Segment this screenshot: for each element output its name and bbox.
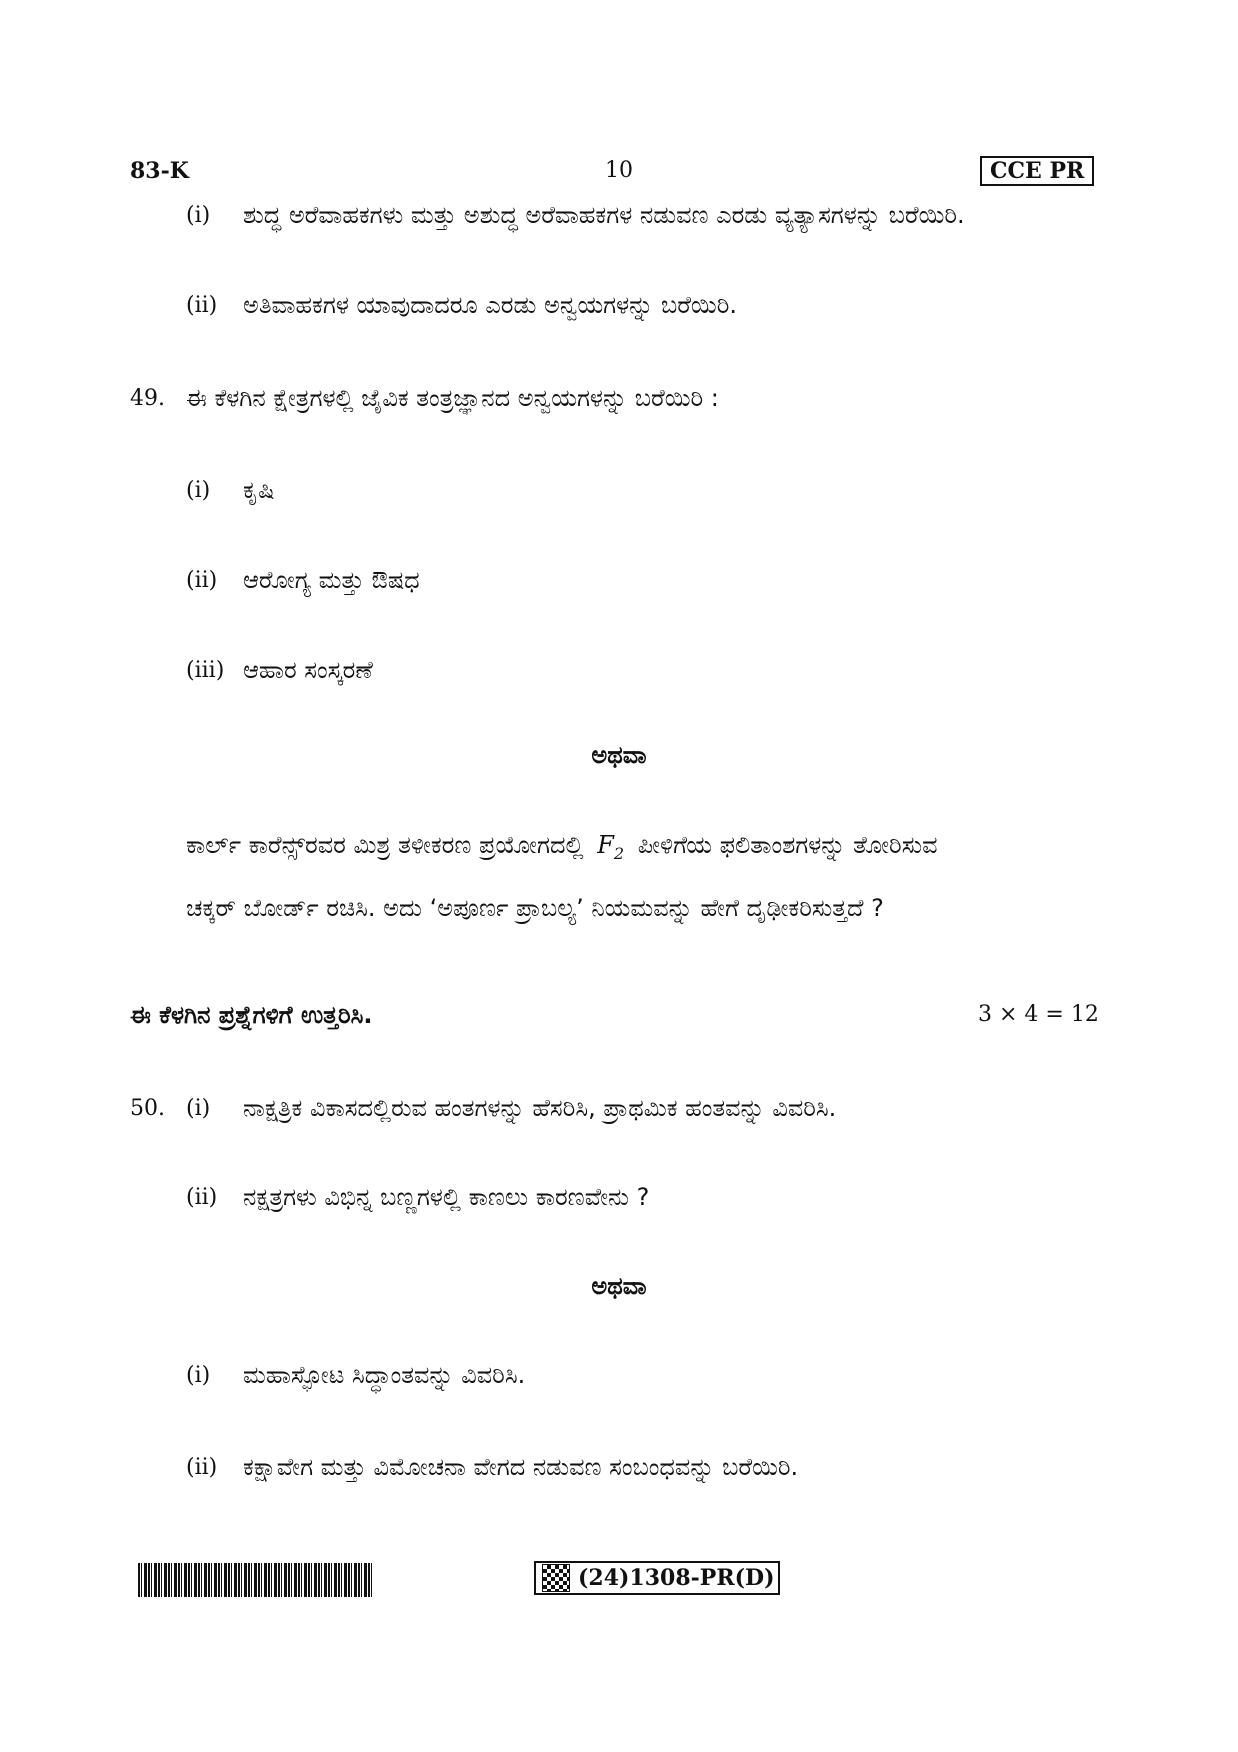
q49-number: 49. — [130, 386, 165, 411]
paper-code-right: CCE PR — [980, 156, 1094, 186]
paper-code-left: 83-K — [130, 158, 189, 184]
q50-alt-i-text: ಮಹಾಸ್ಫೋಟ ಸಿದ್ಧಾಂತವನ್ನು ವಿವರಿಸಿ. — [243, 1361, 526, 1389]
q48-i-text: ಶುದ್ಧ ಅರೆವಾಹಕಗಳು ಮತ್ತು ಅಶುದ್ಧ ಅರೆವಾಹಕಗಳ ನಡುವಣ ಎರಡು ವ್ಯತ್ಯಾಸಗಳನ್ನು ಬರೆಯಿರಿ. — [243, 201, 965, 229]
q49-iii-label: (iii) — [186, 658, 225, 683]
q50-ii-label: (ii) — [186, 1185, 218, 1210]
q49-ii-label: (ii) — [186, 568, 218, 593]
barcode-image — [138, 1563, 372, 1597]
q49-alt-line-1-start: ಕಾರ್ಲ್ ಕಾರೆನ್ಸ್‌ರವರ ಮಿಶ್ರ ತಳೀಕರಣ ಪ್ರಯೋಗದಲ್ಲಿ — [186, 831, 584, 859]
q50-alt-ii-text: ಕಕ್ಷಾವೇಗ ಮತ್ತು ವಿಮೋಚನಾ ವೇಗದ ನಡುವಣ ಸಂಬಂಧವನ್ನು ಬರೆಯಿರಿ. — [243, 1453, 799, 1481]
q49-alt-line-1 — [186, 830, 938, 869]
page-number: 10 — [605, 158, 633, 183]
q50-i-text: ನಾಕ್ಷತ್ರಿಕ ವಿಕಾಸದಲ್ಲಿರುವ ಹಂತಗಳನ್ನು ಹೆಸರಿಸಿ, ಪ್ರಾಥಮಿಕ ಹಂತವನ್ನು ವಿವರಿಸಿ. — [243, 1094, 837, 1122]
q48-ii-text: ಅತಿವಾಹಕಗಳ ಯಾವುದಾದರೂ ಎರಡು ಅನ್ವಯಗಳನ್ನು ಬರೆಯಿರಿ. — [243, 291, 737, 319]
q49-i-text: ಕೃಷಿ — [243, 476, 275, 504]
q50-or-separator: ಅಥವಾ — [591, 1272, 647, 1300]
q49-i-label: (i) — [186, 478, 211, 503]
q50-alt-i-label: (i) — [186, 1363, 211, 1388]
section-marks: 3 × 4 = 12 — [978, 1002, 1099, 1027]
q50-alt-ii-label: (ii) — [186, 1455, 218, 1480]
generation-symbol — [597, 831, 625, 863]
paper-code-footer: (24)1308-PR(D) — [578, 1565, 775, 1591]
generation-f: F — [597, 831, 614, 859]
q49-iii-text: ಆಹಾರ ಸಂಸ್ಕರಣೆ — [243, 656, 373, 684]
q49-alt-line-2: ಚಕ್ಕರ್ ಬೋರ್ಡ್ ರಚಿಸಿ. ಅದು ‘ಅಪೂರ್ಣ ಪ್ರಾಬಲ್ಯ’ ನಿಯಮವನ್ನು ಹೇಗೆ ದೃಢೀಕರಿಸುತ್ತದೆ ? — [186, 894, 884, 922]
q49-or-separator: ಅಥವಾ — [591, 741, 647, 769]
generation-subscript: 2 — [613, 843, 625, 863]
q48-ii-label: (ii) — [186, 293, 218, 318]
q48-i-label: (i) — [186, 203, 211, 228]
section-instruction: ಈ ಕೆಳಗಿನ ಪ್ರಶ್ನೆಗಳಿಗೆ ಉತ್ತರಿಸಿ. — [130, 1001, 373, 1029]
q49-ii-text: ಆರೋಗ್ಯ ಮತ್ತು ಔಷಧ — [243, 566, 420, 594]
q50-i-label: (i) — [186, 1096, 211, 1121]
paper-code-box — [534, 1561, 780, 1595]
q49-text: ಈ ಕೆಳಗಿನ ಕ್ಷೇತ್ರಗಳಲ್ಲಿ ಜೈವಿಕ ತಂತ್ರಜ್ಞಾನದ ಅನ್ವಯಗಳನ್ನು ಬರೆಯಿರಿ : — [186, 384, 719, 412]
qr-code-icon — [542, 1564, 570, 1592]
q50-ii-text: ನಕ್ಷತ್ರಗಳು ವಿಭಿನ್ನ ಬಣ್ಣಗಳಲ್ಲಿ ಕಾಣಲು ಕಾರಣವೇನು ? — [243, 1183, 650, 1211]
q49-alt-line-1-end: ಪೀಳಿಗೆಯ ಫಲಿತಾಂಶಗಳನ್ನು ತೋರಿಸುವ — [637, 831, 938, 859]
q50-number: 50. — [130, 1096, 165, 1121]
